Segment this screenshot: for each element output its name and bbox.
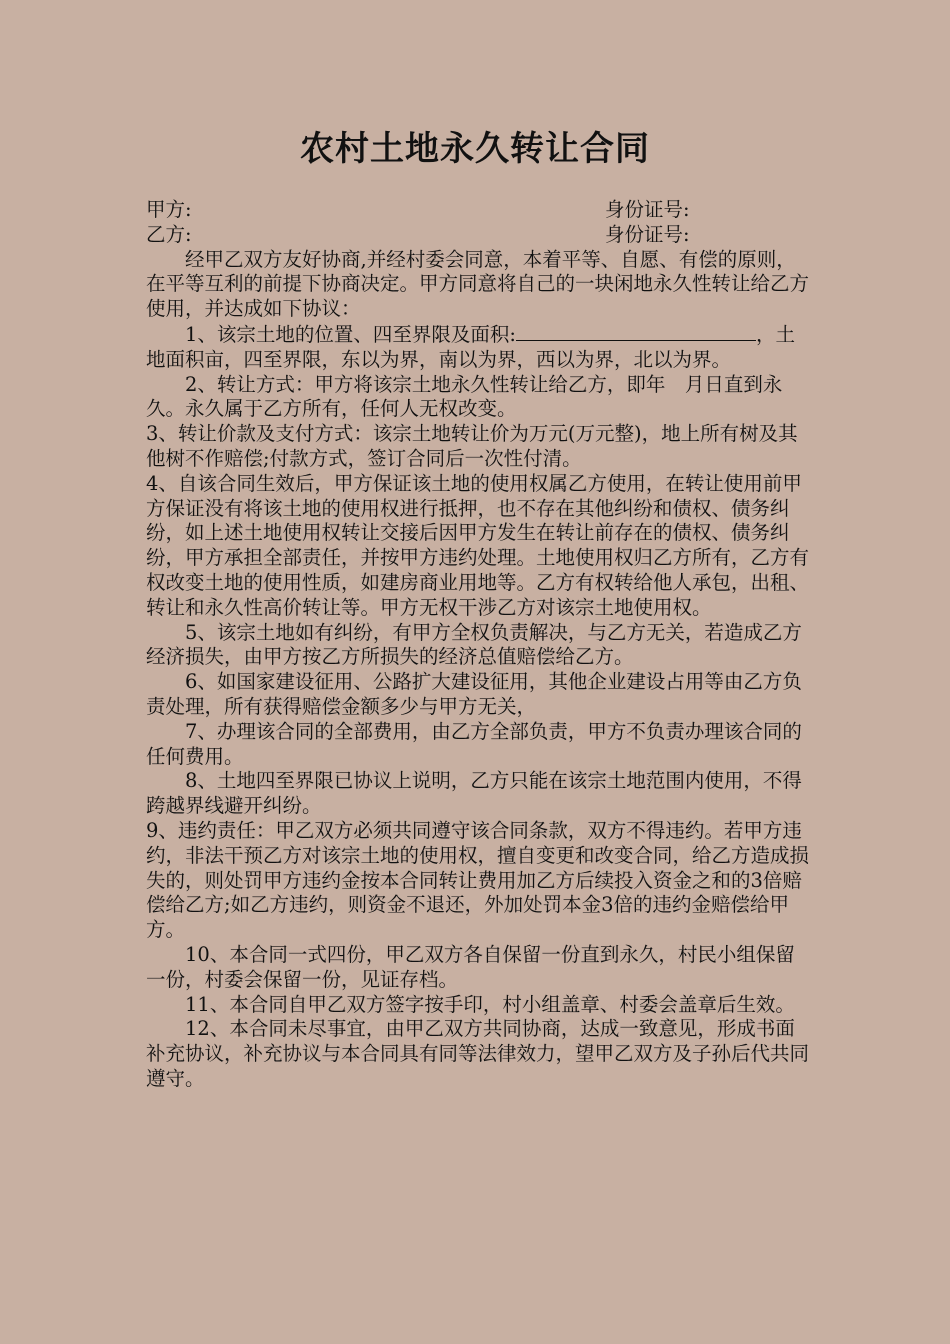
document-title: 农村土地永久转让合同 [300,129,650,169]
clause-8: 8、土地四至界限已协议上说明，乙方只能在该宗土地范围内使用，不得跨越界线避开纠纷。 [146,769,802,818]
party-a-row [146,198,814,223]
clause-1 [146,322,814,373]
party-b-row [146,223,814,248]
intro-paragraph: 经甲乙双方友好协商,并经村委会同意，本着平等、自愿、有偿的原则，在平等互利的前提下协商决定。甲方同意将自己的一块闲地永久性转让给乙方使用，并达成如下协议： [146,247,810,321]
clause-12: 12、本合同未尽事宜，由甲乙双方共同协商，达成一致意见，形成书面补充协议，补充协议与本合同具有同等法律效力，望甲乙双方及子孙后代共同遵守。 [146,1017,810,1090]
clause-3: 3、转让价款及支付方式：该宗土地转让价为万元(万元整)，地上所有树及其他树不作赔偿;付款方式，签订合同后一次性付清。 [146,422,798,470]
location-blank-line [516,322,756,341]
clause-2: 2、转让方式：甲方将该宗土地永久性转让给乙方，即年 月日直到永久。永久属于乙方所有，任何人无权改变。 [146,372,783,421]
clause-9: 9、违约责任：甲乙双方必须共同遵守该合同条款，双方不得违约。若甲方违约，非法干预乙方对该宗土地的使用权，擅自变更和改变合同，给乙方造成损失的，则处罚甲方违约金按本合同转让费用加乙方后续投入资金之和的3倍赔偿给乙方;如乙方违约，则资金不退还，外加处罚本金3倍的违约金赔偿给甲方。 [146,818,810,942]
party-a-label: 甲方: [146,198,192,221]
clause-5: 5、该宗土地如有纠纷，有甲方全权负责解决，与乙方无关，若造成乙方经济损失，由甲方按乙方所损失的经济总值赔偿给乙方。 [146,620,802,669]
party-b-id-label: 身份证号: [605,222,690,246]
clause-11: 11、本合同自甲乙双方签字按手印，村小组盖章、村委会盖章后生效。 [185,992,795,1016]
party-a-id-label: 身份证号: [605,198,690,221]
contract-body [146,198,814,1092]
clause-7: 7、办理该合同的全部费用，由乙方全部负责，甲方不负责办理该合同的任何费用。 [146,719,802,768]
clause-6: 6、如国家建设征用、公路扩大建设征用，其他企业建设占用等由乙方负责处理，所有获得赔偿金额多少与甲方无关， [146,670,802,718]
party-b-label: 乙方: [146,222,192,246]
clause-10: 10、本合同一式四份，甲乙双方各自保留一份直到永久，村民小组保留一份，村委会保留一份，见证存档。 [146,942,795,991]
clause-4: 4、自该合同生效后，甲方保证该土地的使用权属乙方使用，在转让使用前甲方保证没有将该土地的使用权进行抵押，也不存在其他纠纷和债权、债务纠纷，如上述土地使用权转让交接后因甲方发生在转让前存在的债权、债务纠纷，甲方承担全部责任，并按甲方违约处理。土地使用权归乙方所有，乙方有权改变土地的使用性质，如建房商业用地等。乙方有权转给他人承包，出租、转让和永久性高价转让等。甲方无权干涉乙方对该宗土地使用权。 [146,471,810,619]
clause-1-suffix: ，土地面积亩，四至界限，东以为界，南以为界，西以为界，北以为界。 [146,322,795,371]
clause-1-prefix: 1、该宗土地的位置、四至界限及面积: [185,322,516,346]
